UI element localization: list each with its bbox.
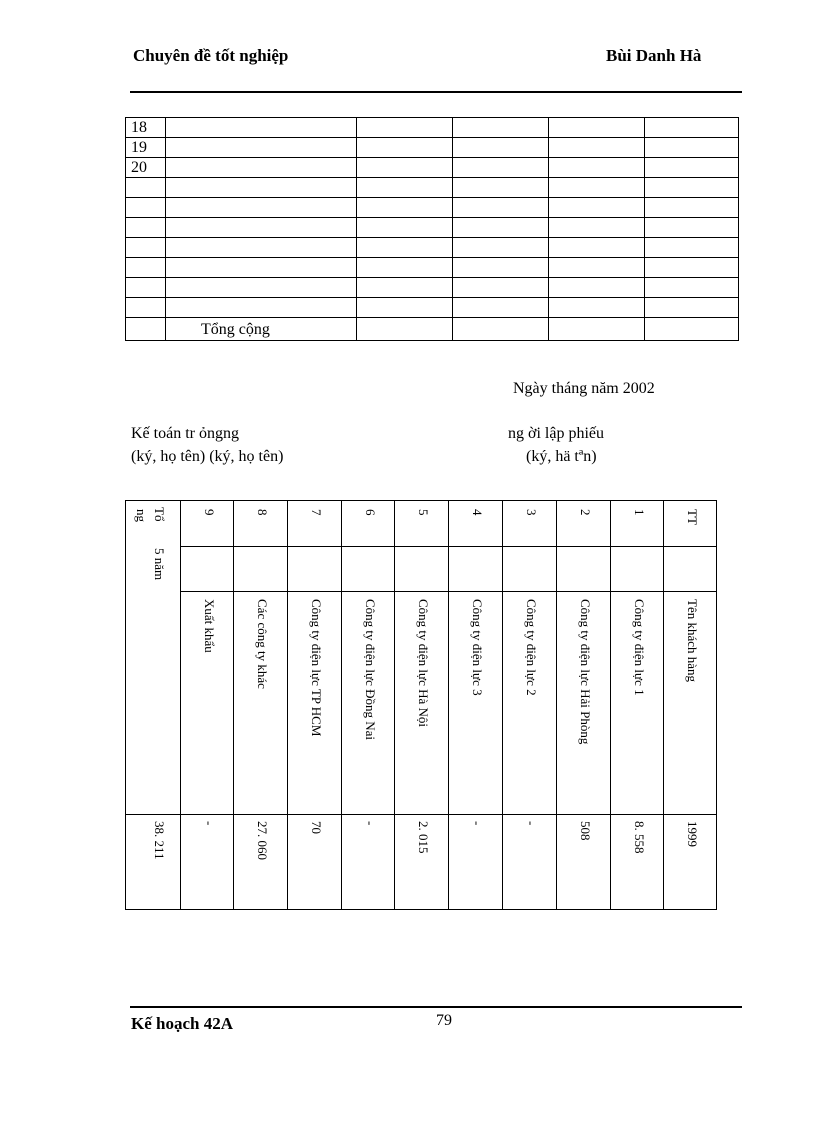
table-row: [126, 278, 739, 298]
table-cell: [645, 218, 739, 238]
customer-name: Công ty điện lực TP HCM: [309, 599, 324, 737]
col-line: [448, 501, 449, 909]
table-cell: [549, 298, 645, 318]
table-row: [126, 158, 739, 178]
table-cell: [549, 218, 645, 238]
table-cell: [549, 238, 645, 258]
table-cell: [549, 278, 645, 298]
customer-name: Công ty điện lực Hà Nội: [416, 599, 431, 728]
column-index: 7: [309, 509, 324, 516]
total-label: Tổng cộng: [166, 318, 357, 341]
table-cell: [453, 238, 549, 258]
page-number: 79: [436, 1012, 452, 1029]
table-cell: [357, 178, 453, 198]
table-row: [126, 238, 739, 258]
table-cell: [453, 258, 549, 278]
row-number: 19: [126, 138, 166, 158]
table-cell: [357, 218, 453, 238]
table-cell: [645, 298, 739, 318]
table-cell: [453, 158, 549, 178]
total-value: 38. 211: [152, 821, 167, 860]
col-line: [610, 501, 611, 909]
value-1999: 27. 060: [255, 821, 270, 860]
customer-name: Tên khách hàng: [685, 599, 700, 683]
column-index: 2: [578, 509, 593, 516]
row-number: [126, 238, 166, 258]
row-number: [126, 258, 166, 278]
col-line: [233, 501, 234, 909]
signer-right-title: ng ời lập phiếu: [508, 425, 604, 442]
table-cell: [645, 238, 739, 258]
column-index: 4: [470, 509, 485, 516]
table-cell: [357, 258, 453, 278]
table-cell: [166, 198, 357, 218]
table-row: [126, 218, 739, 238]
customer-name: Xuất khẩu: [202, 599, 217, 653]
table-cell: [549, 118, 645, 138]
footer-left: Kế hoạch 42A: [131, 1014, 233, 1033]
value-1999: 1999: [685, 821, 700, 847]
table-cell: [166, 138, 357, 158]
value-1999: -: [363, 821, 378, 826]
col-line: [341, 501, 342, 909]
table-cell: [357, 198, 453, 218]
table-cell: [166, 298, 357, 318]
table-cell: [453, 198, 549, 218]
table-cell: [549, 138, 645, 158]
table-cell: [166, 158, 357, 178]
table-rotated: [125, 500, 717, 910]
table-cell: [453, 138, 549, 158]
row-line-3: [126, 814, 716, 815]
column-index: 3: [524, 509, 539, 516]
customer-name: Công ty điện lực 1: [632, 599, 647, 696]
table-cell: [453, 298, 549, 318]
table-cell: [645, 258, 739, 278]
table-cell: [645, 158, 739, 178]
table-cell: [126, 318, 166, 341]
customer-name: Công ty điện lực 3: [470, 599, 485, 696]
row-number: [126, 218, 166, 238]
table-cell: [645, 178, 739, 198]
value-1999: 70: [309, 821, 324, 834]
table-cell: [357, 118, 453, 138]
value-1999: -: [202, 821, 217, 826]
value-1999: -: [470, 821, 485, 826]
table-cell: [453, 318, 549, 341]
footer-rule: [130, 1006, 742, 1008]
table-cell: [166, 118, 357, 138]
customer-name: Công ty điện lực Đồng Nai: [363, 599, 378, 741]
table-cell: [453, 178, 549, 198]
col-line: [287, 501, 288, 909]
table-row: [126, 178, 739, 198]
table-cell: [166, 278, 357, 298]
table-cell: [549, 318, 645, 341]
row-number: 20: [126, 158, 166, 178]
table-cell: [645, 198, 739, 218]
total-row: [126, 318, 739, 341]
table-cell: [453, 278, 549, 298]
table-cell: [549, 198, 645, 218]
row-number: [126, 198, 166, 218]
value-1999: 508: [578, 821, 593, 841]
row-number: [126, 278, 166, 298]
table-cell: [357, 278, 453, 298]
table-cell: [357, 158, 453, 178]
value-1999: 8. 558: [632, 821, 647, 854]
table-row: [126, 138, 739, 158]
col-line: [502, 501, 503, 909]
signer-right-sub: (ký, hä tªn): [526, 448, 597, 465]
table-cell: [549, 258, 645, 278]
value-1999: 2. 015: [416, 821, 431, 854]
column-index: 8: [255, 509, 270, 516]
table-cell: [357, 238, 453, 258]
signer-left-title: Kế toán tr ỏngng: [131, 425, 239, 442]
column-index: 6: [363, 509, 378, 516]
table-cell: [549, 178, 645, 198]
table-cell: [453, 218, 549, 238]
customer-name: Các công ty khác: [255, 599, 270, 689]
column-index: 9: [202, 509, 217, 516]
row-number: [126, 178, 166, 198]
value-1999: -: [524, 821, 539, 826]
table-cell: [166, 178, 357, 198]
col-line: [394, 501, 395, 909]
table-row: [126, 298, 739, 318]
total-period: 5 năm: [152, 548, 167, 581]
total-label-a: Tổ: [152, 507, 167, 522]
table-cell: [549, 158, 645, 178]
table-cell: [357, 298, 453, 318]
date-line: Ngày tháng năm 2002: [513, 380, 655, 397]
header-left: Chuyên đề tốt nghiệp: [133, 46, 289, 65]
customer-name: Công ty điện lực 2: [524, 599, 539, 696]
table-cell: [453, 118, 549, 138]
table-cell: [357, 138, 453, 158]
row-number: [126, 298, 166, 318]
column-index: 5: [416, 509, 431, 516]
table-cell: [166, 218, 357, 238]
customer-name: Công ty điện lực Hải Phòng: [578, 599, 593, 745]
signer-left-sub: (ký, họ tên) (ký, họ tên): [131, 448, 284, 465]
table-row: [126, 118, 739, 138]
col-line: [180, 501, 181, 909]
column-index: TT: [685, 509, 700, 525]
table-row: [126, 198, 739, 218]
table-cell: [645, 318, 739, 341]
table-cell: [645, 118, 739, 138]
table-cell: [645, 138, 739, 158]
table-cell: [166, 238, 357, 258]
table-cell: [357, 318, 453, 341]
col-line: [663, 501, 664, 909]
table-cell: [166, 258, 357, 278]
table-row: [126, 258, 739, 278]
header-rule: [130, 91, 742, 93]
total-label-b: ng: [134, 509, 149, 522]
column-index: 1: [632, 509, 647, 516]
table-top: [125, 117, 739, 341]
col-line: [556, 501, 557, 909]
table-cell: [645, 278, 739, 298]
header-right: Bùi Danh Hà: [606, 46, 702, 65]
row-number: 18: [126, 118, 166, 138]
